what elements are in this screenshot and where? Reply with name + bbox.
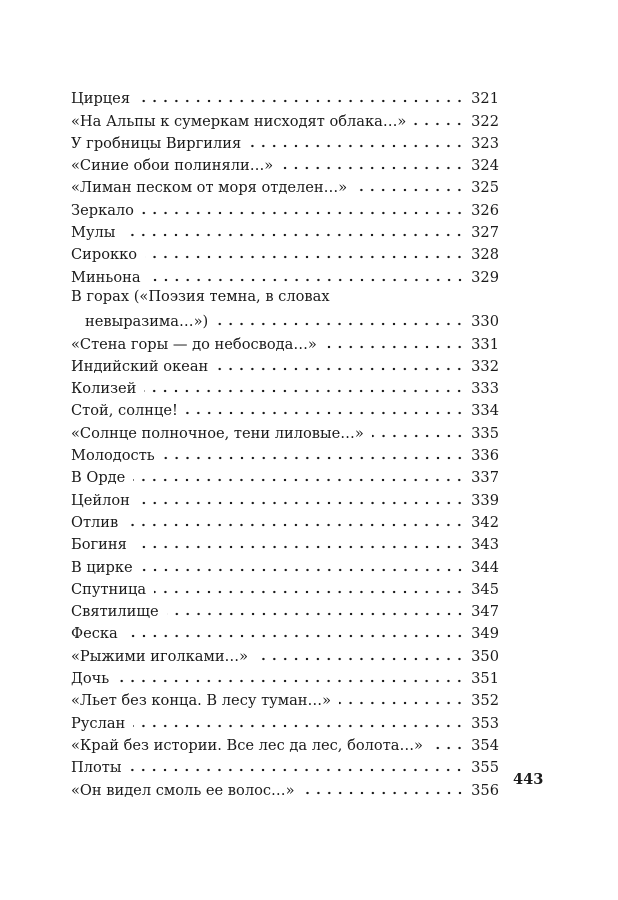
toc-entry	[71, 553, 499, 575]
toc-entry-page: 352	[471, 692, 499, 710]
toc-entry-page: 354	[471, 736, 499, 754]
toc-entry-title: В горах («Поэзия темна, в словах	[71, 287, 330, 305]
toc-entry	[71, 419, 499, 441]
toc-entry-page: 349	[471, 625, 499, 643]
toc-entry-title: В цирке	[71, 558, 133, 576]
toc-entry	[71, 397, 499, 419]
toc-entry	[71, 107, 499, 129]
toc-entry-title: Стой, солнце!	[71, 402, 178, 420]
toc-entry-title: Сирокко	[71, 246, 138, 264]
toc-entry-page: 327	[471, 224, 499, 242]
dot-leader	[133, 724, 465, 728]
dot-leader	[167, 612, 465, 616]
toc-entry-title: Святилище	[71, 603, 159, 621]
toc-entry-title: Богиня	[71, 536, 127, 554]
dot-leader	[142, 211, 465, 215]
toc-entry	[71, 754, 499, 776]
toc-entry	[71, 732, 499, 754]
toc-entry	[71, 152, 499, 174]
toc-entry-title: Зеркало	[71, 201, 134, 219]
toc-entry	[71, 130, 499, 152]
toc-entry	[71, 531, 499, 553]
toc-entry-page: 351	[471, 670, 499, 688]
toc-entry-title: Цейлон	[71, 491, 130, 509]
toc-entry	[71, 174, 499, 196]
toc-entry-title: Феска	[71, 625, 118, 643]
dot-leader	[303, 791, 465, 795]
toc-entry	[71, 709, 499, 731]
toc-entry	[71, 241, 499, 263]
toc-entry-title: «Лиман песком от моря отделен…»	[71, 179, 348, 197]
toc-entry-page: 339	[471, 491, 499, 509]
dot-leader	[154, 590, 465, 594]
toc-entry-title: Колизей	[71, 380, 137, 398]
toc-entry-title: «Солнце полночное, тени лиловые…»	[71, 424, 364, 442]
toc-entry-title: «Льет без конца. В лесу туман…»	[71, 692, 332, 710]
toc-entry-page: 336	[471, 447, 499, 465]
toc-entry-page: 325	[471, 179, 499, 197]
toc-entry	[71, 464, 499, 486]
dot-leader	[414, 122, 465, 126]
toc-entry	[71, 263, 499, 285]
dot-leader	[186, 411, 465, 415]
toc-entry-page: 350	[471, 647, 499, 665]
toc-entry-page: 355	[471, 759, 499, 777]
toc-entry-page: 345	[471, 580, 499, 598]
toc-entry-title: В Орде	[71, 469, 126, 487]
toc-entry-title: Цирцея	[71, 90, 131, 108]
dot-leader	[339, 701, 465, 705]
dot-leader	[216, 367, 465, 371]
toc-entry-continuation-line	[71, 308, 499, 330]
toc-entry-page: 343	[471, 536, 499, 554]
toc-entry-page: 326	[471, 201, 499, 219]
toc-entry-page: 333	[471, 380, 499, 398]
toc-entry-page: 332	[471, 357, 499, 375]
dot-leader	[431, 746, 465, 750]
toc-entry-page: 342	[471, 513, 499, 531]
dot-leader	[256, 657, 465, 661]
toc-entry	[71, 576, 499, 598]
dot-leader	[129, 768, 465, 772]
toc-entry-title: «Он видел смоль ее волос…»	[71, 781, 295, 799]
toc-entry-page: 337	[471, 469, 499, 487]
toc-entry-title: «Край без истории. Все лес да лес, болота…»	[71, 736, 423, 754]
dot-leader	[144, 389, 465, 393]
toc-entry	[71, 196, 499, 218]
dot-leader	[163, 456, 465, 460]
toc-entry-title-continuation: невыразима…»)	[85, 313, 209, 331]
toc-entry-page: 344	[471, 558, 499, 576]
page-number: 443	[513, 771, 544, 788]
toc-entry-title: Молодость	[71, 447, 155, 465]
toc-entry-page: 335	[471, 424, 499, 442]
toc-entry	[71, 776, 499, 798]
toc-entry-title: «Стена горы — до небосвода…»	[71, 335, 317, 353]
toc-entry-page: 356	[471, 781, 499, 799]
toc-entry-title: «На Альпы к сумеркам нисходят облака…»	[71, 112, 407, 130]
toc-entry	[71, 85, 499, 107]
dot-leader	[117, 679, 465, 683]
dot-leader	[149, 278, 465, 282]
toc-entry	[71, 486, 499, 508]
toc-entry-page: 330	[471, 313, 499, 331]
toc-entry-title: «Синие обои полиняли…»	[71, 157, 274, 175]
dot-leader	[216, 322, 465, 326]
toc-entry-page: 347	[471, 603, 499, 621]
toc-entry-page: 331	[471, 335, 499, 353]
toc-entry	[71, 665, 499, 687]
dot-leader	[135, 545, 465, 549]
dot-leader	[355, 188, 465, 192]
dot-leader	[141, 568, 465, 572]
toc-entry-page: 329	[471, 268, 499, 286]
toc-entry	[71, 687, 499, 709]
toc-entry	[71, 598, 499, 620]
toc-entry-page: 353	[471, 714, 499, 732]
toc-entry	[71, 620, 499, 642]
toc-entry-title: Миньона	[71, 268, 141, 286]
toc-entry-title: Отлив	[71, 513, 119, 531]
dot-leader	[133, 478, 465, 482]
toc-entry	[71, 509, 499, 531]
dot-leader	[145, 255, 465, 259]
dot-leader	[126, 523, 465, 527]
toc-entry-page: 323	[471, 134, 499, 152]
toc-entry	[71, 286, 499, 331]
dot-leader	[325, 345, 465, 349]
toc-entry	[71, 330, 499, 352]
toc-entry-title: Мулы	[71, 224, 116, 242]
toc-entry-title: Дочь	[71, 670, 110, 688]
toc-entry-page: 324	[471, 157, 499, 175]
toc-entry-title: У гробницы Виргилия	[71, 134, 242, 152]
toc-entry-title: Индийский океан	[71, 357, 209, 375]
dot-leader	[138, 501, 465, 505]
toc-entry-page: 328	[471, 246, 499, 264]
toc-entry-title: Руслан	[71, 714, 126, 732]
dot-leader	[123, 233, 465, 237]
dot-leader	[249, 144, 465, 148]
table-of-contents	[71, 85, 499, 799]
dot-leader	[126, 634, 465, 638]
toc-entry-title: Спутница	[71, 580, 147, 598]
toc-entry	[71, 642, 499, 664]
toc-entry-title: Плоты	[71, 759, 122, 777]
toc-entry-title: «Рыжими иголками…»	[71, 647, 249, 665]
toc-entry	[71, 375, 499, 397]
toc-entry	[71, 442, 499, 464]
dot-leader	[138, 99, 465, 103]
toc-entry-page: 321	[471, 90, 499, 108]
toc-entry-page: 322	[471, 112, 499, 130]
toc-entry-page: 334	[471, 402, 499, 420]
dot-leader	[281, 166, 465, 170]
dot-leader	[372, 434, 465, 438]
toc-entry	[71, 353, 499, 375]
toc-entry	[71, 219, 499, 241]
